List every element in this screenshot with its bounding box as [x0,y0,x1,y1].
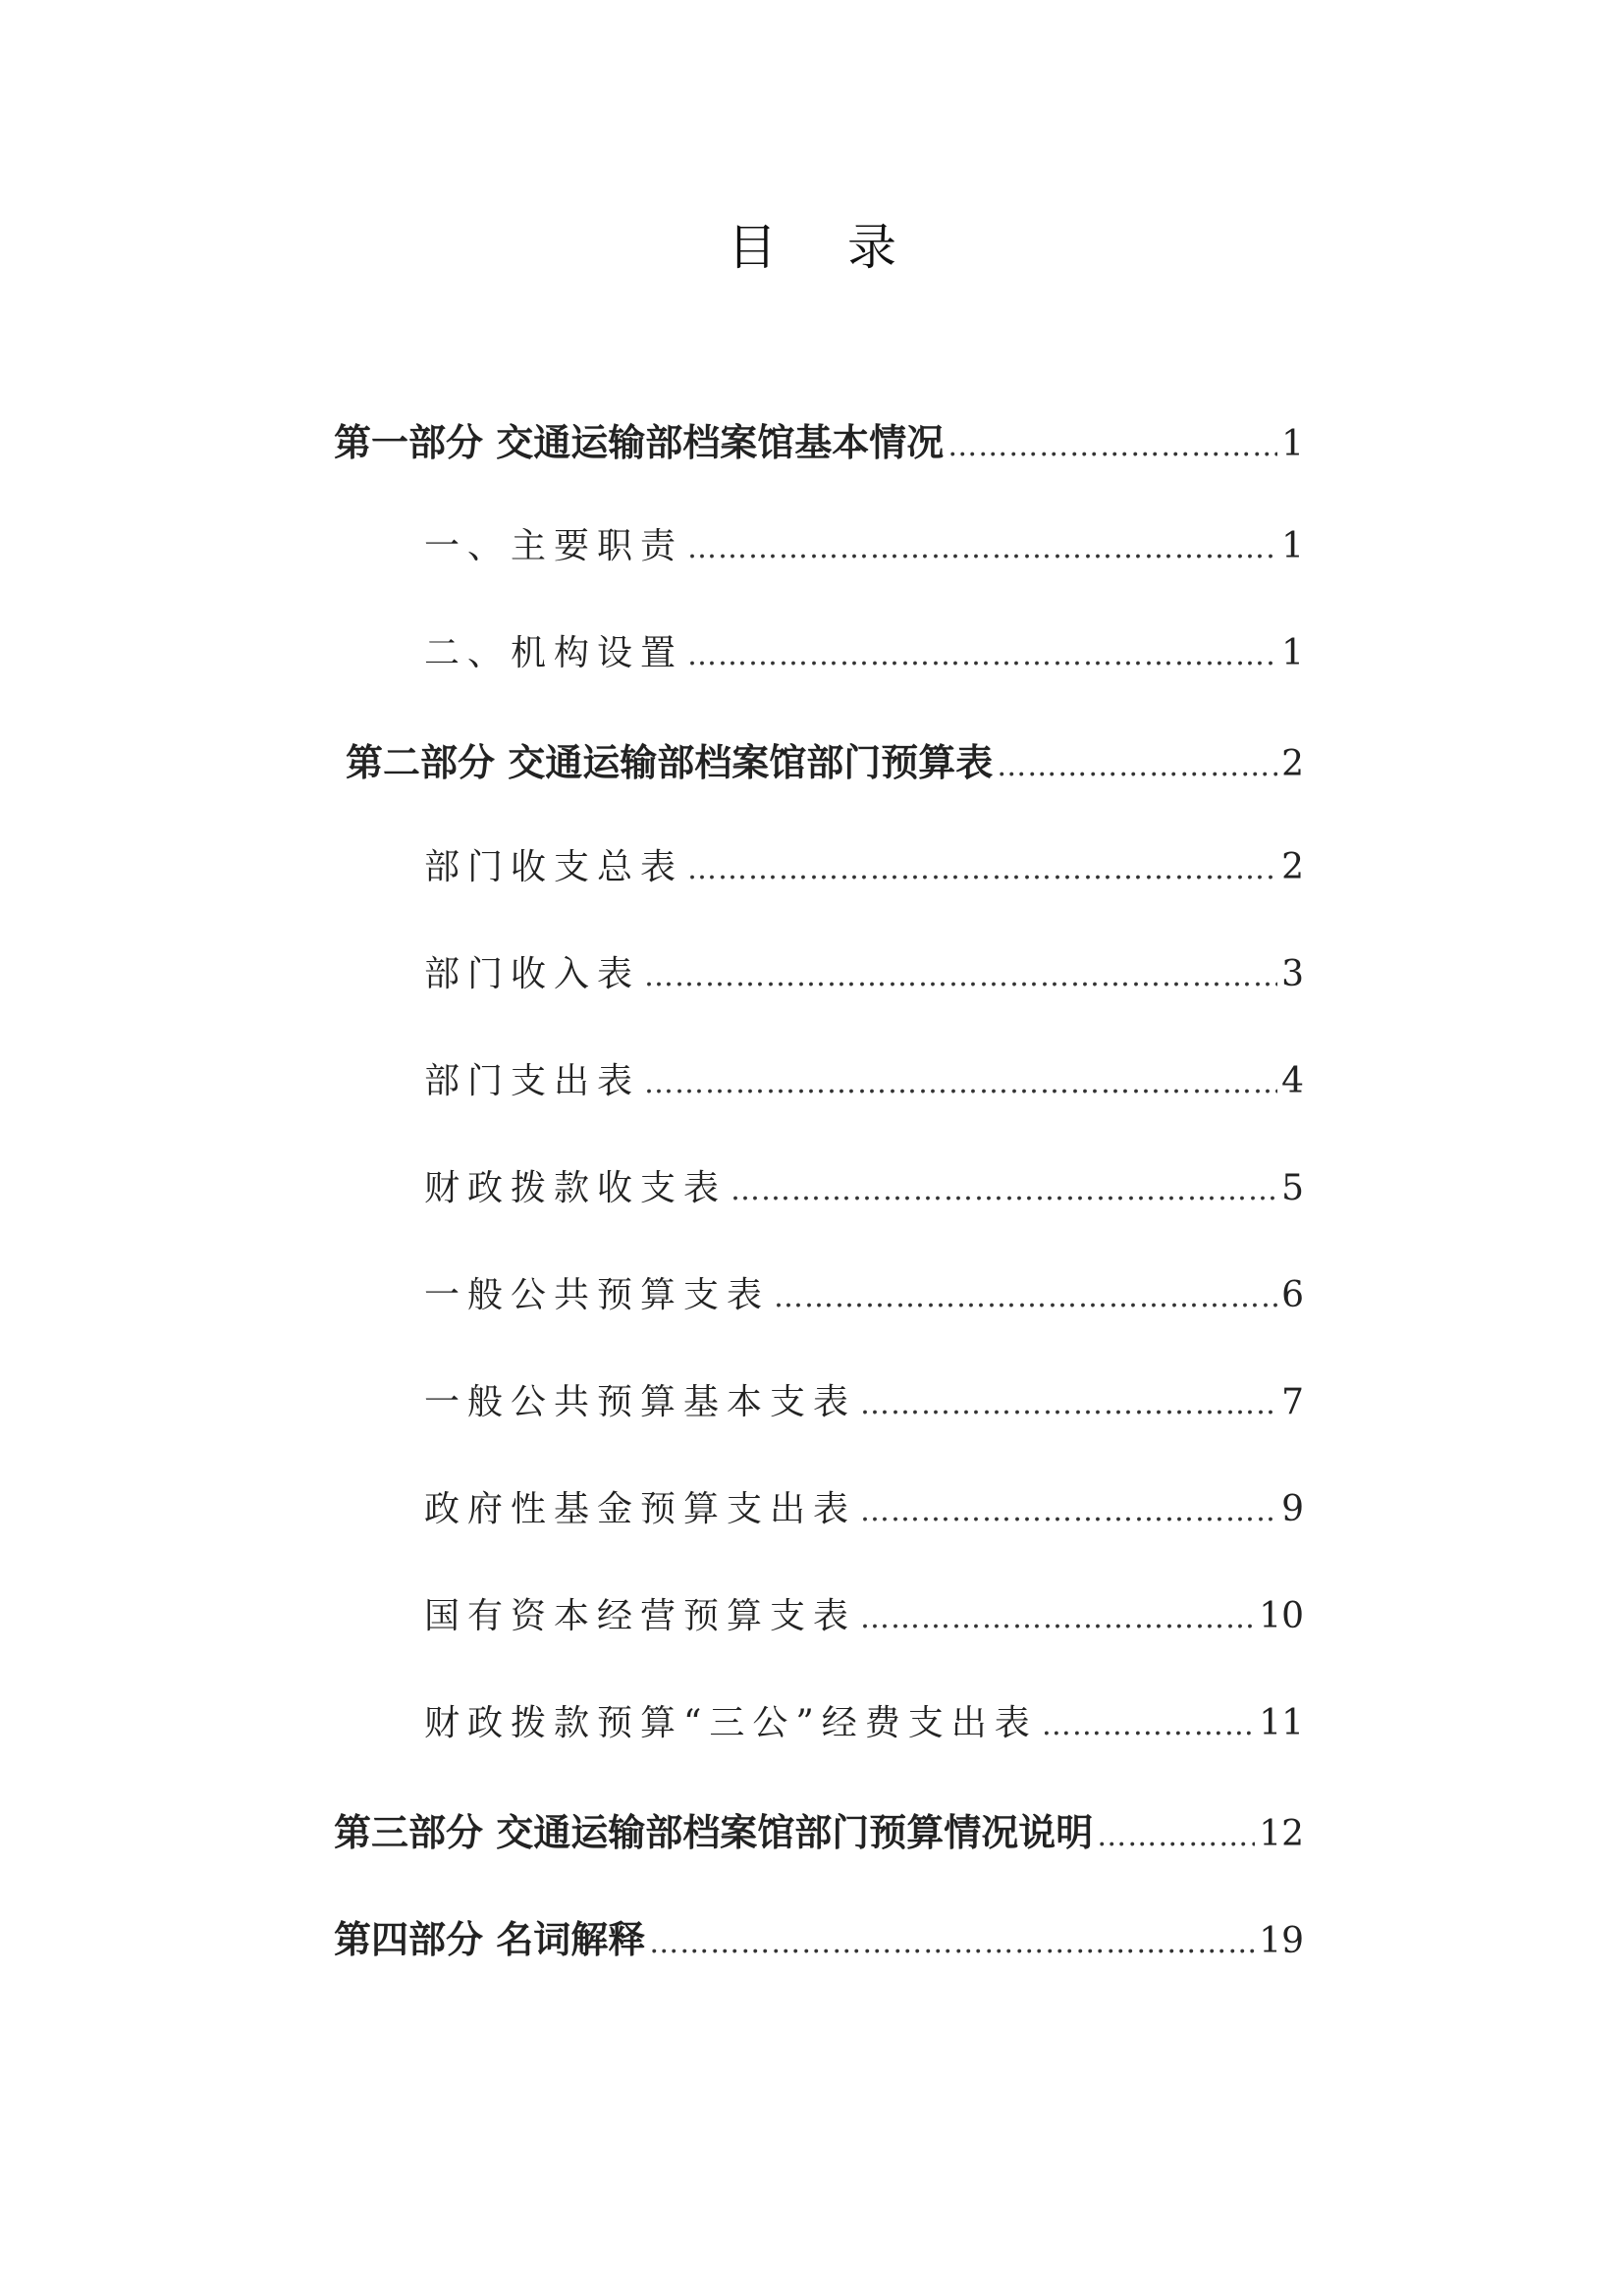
toc-entry-income-expense-summary[interactable] [424,839,1304,889]
toc-entry-label: 一般公共预算支表 [424,1275,771,1315]
toc-entry-part-4[interactable] [334,1909,1304,1963]
toc-leader-dots [687,638,1277,672]
toc-leader-dots [860,1601,1255,1635]
toc-page-number: 10 [1259,1596,1304,1636]
toc-page-number: 1 [1281,633,1304,673]
toc-entry-income-table[interactable] [424,946,1304,996]
toc-entry-fiscal-appropriation[interactable] [424,1160,1304,1210]
toc-page-number: 5 [1281,1168,1304,1208]
toc-page-number: 7 [1281,1382,1304,1422]
toc-entry-label: 第一部分 交通运输部档案馆基本情况 [334,421,945,464]
toc-entry-main-duties[interactable] [424,518,1304,568]
toc-entry-label: 政府性基金预算支出表 [424,1489,857,1529]
toc-page-number: 12 [1259,1814,1304,1854]
toc-entry-label: 部门收入表 [424,954,641,994]
toc-entry-label: 国有资本经营预算支表 [424,1596,857,1636]
toc-entry-organization[interactable] [424,625,1304,675]
page-title: 目 录 [728,219,924,276]
toc-entry-label: 部门支出表 [424,1061,641,1101]
toc-entry-label: 财政拨款预算“三公”经费支出表 [424,1703,1038,1743]
toc-leader-dots [860,1387,1277,1421]
toc-leader-dots [947,429,1277,463]
toc-entry-label: 第四部分 名词解释 [334,1918,646,1961]
toc-page-number: 2 [1281,847,1304,887]
toc-leader-dots [997,749,1277,783]
toc-leader-dots [687,852,1277,886]
toc-leader-dots [644,1066,1277,1100]
toc-entry-state-capital-budget[interactable] [424,1588,1304,1638]
toc-leader-dots [774,1280,1277,1314]
toc-leader-dots [649,1926,1255,1960]
toc-leader-dots [1097,1819,1255,1853]
toc-entry-label: 二、机构设置 [424,633,684,673]
toc-page-number: 19 [1259,1921,1304,1961]
toc-entry-three-public-expenses[interactable] [424,1695,1304,1745]
toc-leader-dots [860,1494,1277,1528]
toc-leader-dots [731,1173,1277,1207]
toc-entry-expense-table[interactable] [424,1053,1304,1103]
toc-page-number: 2 [1281,744,1304,784]
toc-leader-dots [1042,1708,1255,1742]
toc-page-number: 6 [1281,1275,1304,1315]
toc-entry-part-2[interactable] [346,732,1304,786]
toc-page-number: 1 [1281,424,1304,464]
toc-entry-label: 一般公共预算基本支表 [424,1382,857,1422]
toc-page-number: 4 [1281,1061,1304,1101]
toc-page-number: 11 [1259,1703,1304,1743]
toc-leader-dots [644,959,1277,993]
toc-page-number: 9 [1281,1489,1304,1529]
toc-leader-dots [687,531,1277,565]
toc-entry-label: 第三部分 交通运输部档案馆部门预算情况说明 [334,1811,1094,1854]
toc-page-number: 1 [1281,526,1304,566]
toc-entry-part-3[interactable] [334,1802,1304,1856]
toc-entry-general-public-budget-basic[interactable] [424,1374,1304,1424]
toc-page-number: 3 [1281,954,1304,994]
toc-entry-label: 部门收支总表 [424,847,684,887]
toc-entry-general-public-budget[interactable] [424,1267,1304,1317]
toc-entry-label: 一、主要职责 [424,526,684,566]
toc-entry-label: 财政拨款收支表 [424,1168,728,1208]
toc-entry-part-1[interactable] [334,412,1304,466]
toc-entry-label: 第二部分 交通运输部档案馆部门预算表 [346,741,994,784]
toc-entry-government-fund-budget[interactable] [424,1481,1304,1531]
